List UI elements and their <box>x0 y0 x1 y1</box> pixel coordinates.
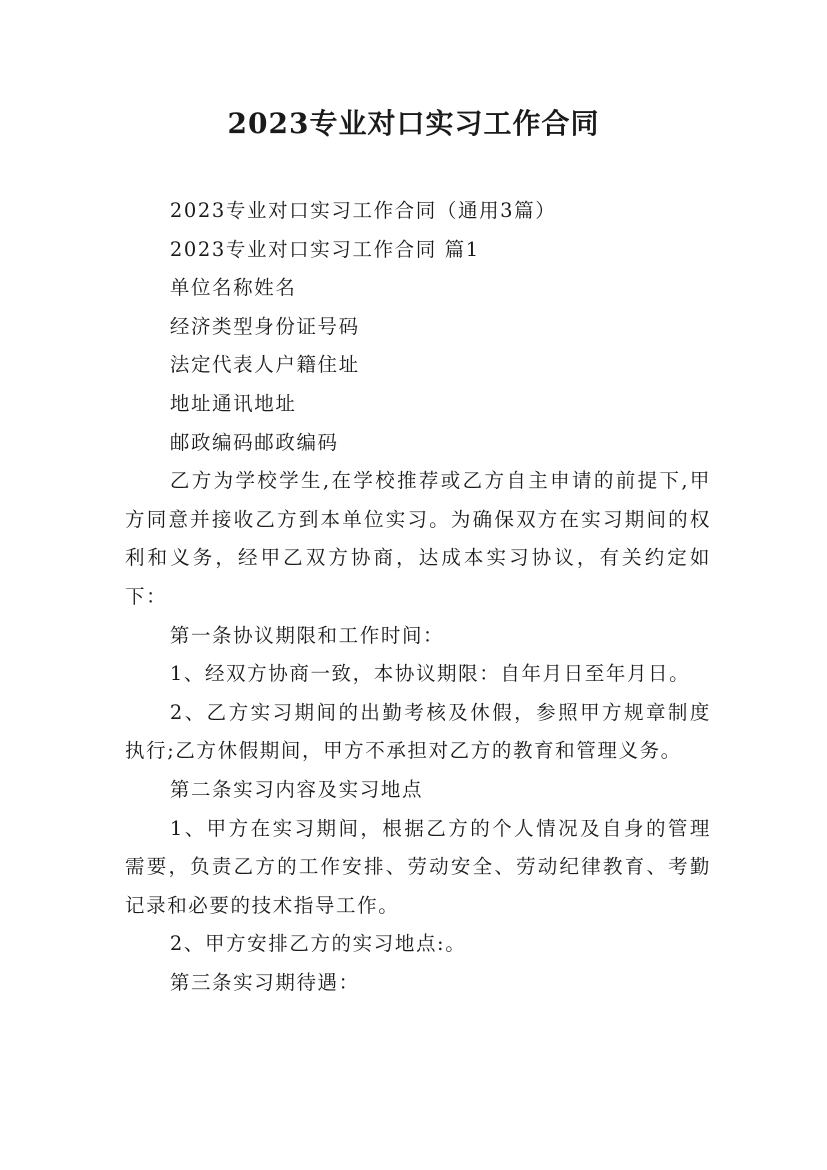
paragraph: 单位名称姓名 <box>169 276 297 300</box>
paragraph: 2023专业对口实习工作合同 篇1 <box>169 237 480 261</box>
paragraph: 1、甲方在实习期间，根据乙方的个人情况及自身的管理需要，负责乙方的工作安排、劳动安全、劳动纪律教育、考勤记录和必要的技术指导工作。 <box>125 816 711 917</box>
paragraph: 经济类型身份证号码 <box>169 314 360 338</box>
document-title: 2023专业对口实习工作合同 <box>227 107 600 140</box>
paragraph: 法定代表人户籍住址 <box>169 353 360 377</box>
paragraph: 地址通讯地址 <box>169 391 297 415</box>
paragraph: 第三条实习期待遇： <box>169 970 360 994</box>
paragraph: 邮政编码邮政编码 <box>169 430 339 454</box>
paragraph: 2、甲方安排乙方的实习地点:。 <box>169 932 467 956</box>
paragraph: 2023专业对口实习工作合同（通用3篇） <box>169 199 557 222</box>
paragraph: 第二条实习内容及实习地点 <box>169 777 424 801</box>
document-body <box>125 192 711 1002</box>
paragraph: 乙方为学校学生,在学校推荐或乙方自主申请的前提下,甲方同意并接收乙方到本单位实习。为确保双方在实习期间的权利和义务，经甲乙双方协商，达成本实习协议，有关约定如下： <box>125 469 711 608</box>
paragraph: 2、乙方实习期间的出勤考核及休假，参照甲方规章制度执行;乙方休假期间，甲方不承担对乙方的教育和管理义务。 <box>125 700 711 763</box>
paragraph: 第一条协议期限和工作时间： <box>169 623 445 647</box>
paragraph: 1、经双方协商一致，本协议期限：自年月日至年月日。 <box>169 662 691 686</box>
